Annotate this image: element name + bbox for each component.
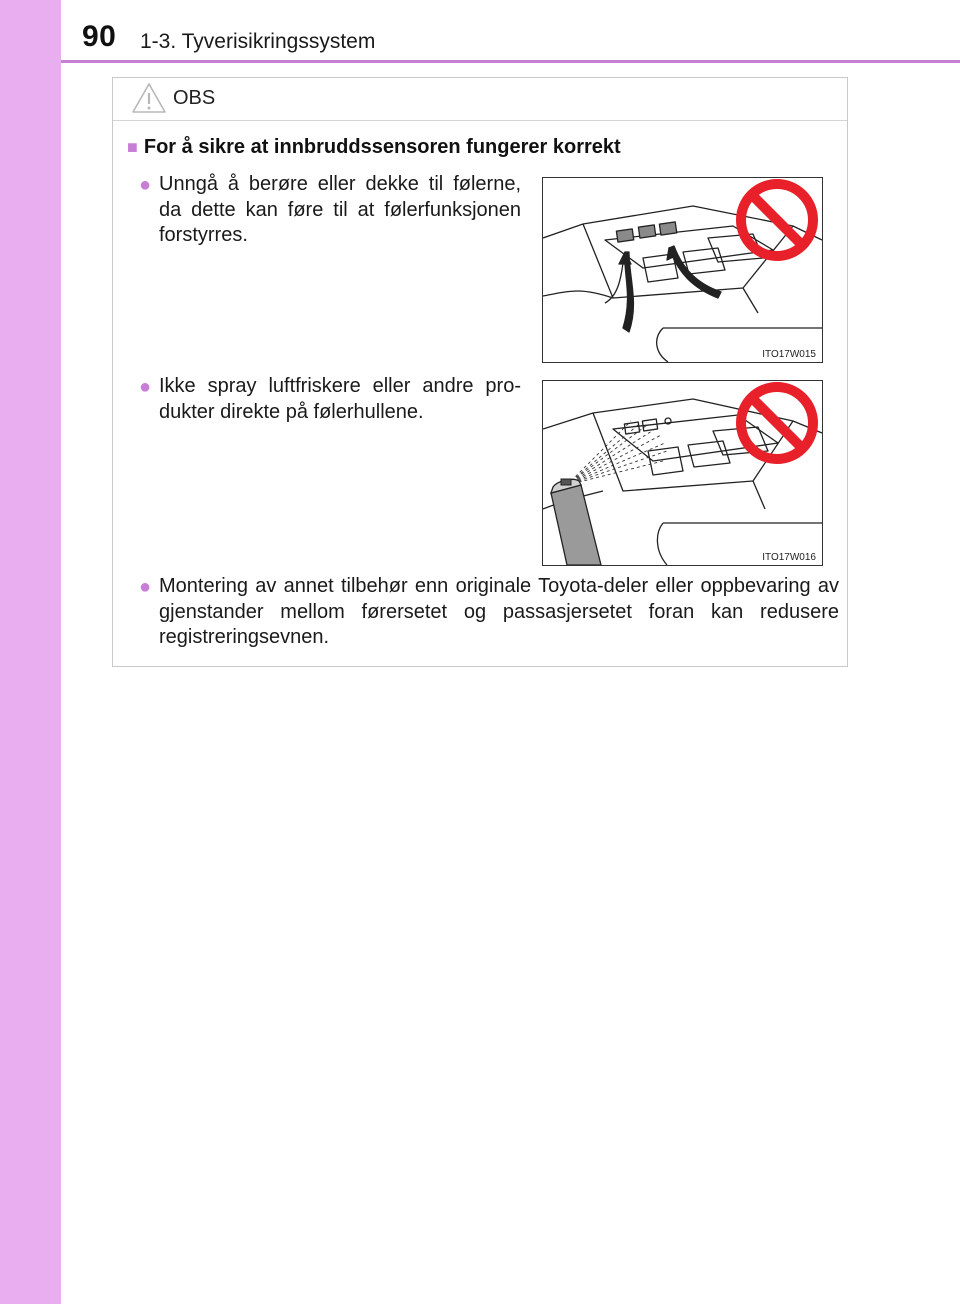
- round-bullet-icon: ●: [139, 174, 152, 196]
- prohibition-icon: [741, 387, 813, 459]
- bullet-text: Unngå å berøre eller dekke til følerne, da dette kan føre til at følerfunksjonen forstyrres.: [159, 173, 521, 246]
- figure-code: ITO17W016: [762, 552, 816, 563]
- header-divider: [61, 60, 960, 63]
- figure-spray-sensors: [542, 380, 823, 566]
- bullet-item: [139, 172, 521, 249]
- spray-can-icon: [551, 479, 601, 565]
- caution-box: [112, 77, 848, 667]
- spray-illustration: [543, 381, 822, 565]
- section-heading-text: For å sikre at innbruddssensoren fungerer korrekt: [143, 136, 621, 158]
- caution-header: [113, 78, 847, 121]
- side-tab-band: [0, 0, 61, 1304]
- caution-label: OBS: [173, 87, 216, 109]
- warning-triangle-icon: [131, 82, 167, 119]
- figure-code: ITO17W015: [762, 349, 816, 360]
- round-bullet-icon: ●: [139, 576, 152, 598]
- section-heading: [127, 136, 621, 159]
- bullet-item: [139, 574, 839, 651]
- round-bullet-icon: ●: [139, 376, 152, 398]
- overhead-console-illustration: [543, 178, 822, 362]
- bullet-text: Montering av annet tilbehør enn originale Toyota-deler eller oppbevaring av gjenstander mellom førersetet og passasjersetet foran kan redusere registreringsevnen.: [159, 575, 839, 648]
- bullet-text: Ikke spray luftfriskere eller andre pro-dukter direkte på følerhullene.: [159, 375, 521, 423]
- chapter-title: 1-3. Tyverisikringssystem: [140, 30, 376, 53]
- bullet-item: [139, 374, 521, 425]
- figure-touch-sensors: [542, 177, 823, 363]
- square-bullet-icon: ■: [127, 137, 138, 157]
- page-number: 90: [82, 20, 117, 53]
